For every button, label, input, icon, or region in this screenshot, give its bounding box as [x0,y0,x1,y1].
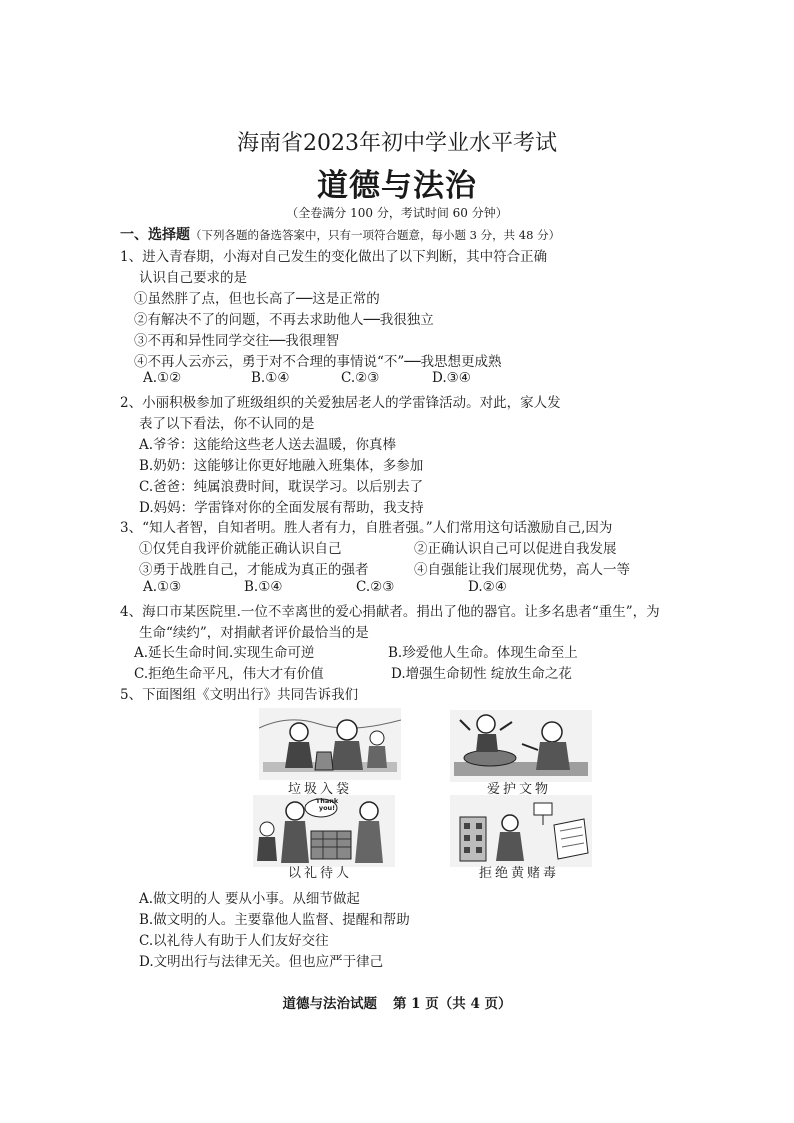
q3-stem-line1: 3、“知人者智，自知者明。胜人者有力，自胜者强。”人们常用这句话激励自己,因为 [120,520,613,536]
cartoon-reject-vice [450,795,592,867]
q4-option-d: D.增强生命韧性 绽放生命之花 [391,666,572,682]
q5-option-a: A.做文明的人 要从小事。从细节做起 [139,891,360,907]
footer-page-number: 第 1 页（共 4 页） [392,996,512,1012]
caption-courtesy: 以礼待人 [287,866,352,881]
caption-litter-bag: 垃圾入袋 [287,782,352,797]
section-title: 一、选择题 [120,227,190,243]
q2-option-c: C.爸爸：纯属浪费时间，耽误学习。以后别去了 [139,479,424,495]
q2-stem-line1: 2、小丽积极参加了班级组织的关爱独居老人的学雷锋活动。对此，家人发 [120,395,561,411]
caption-protect-relics: 爱护文物 [486,782,551,797]
q2-stem-line2: 表了以下看法，你不认同的是 [139,416,315,432]
q5-stem-line1: 5、下面图组《文明出行》共同告诉我们 [120,687,359,703]
section-heading [120,224,560,244]
q1-stem-line2: 认识自己要求的是 [139,270,247,286]
cartoon-protect-relics [450,710,592,782]
cartoon-litter-bag [259,708,401,780]
footer-subject: 道德与法治试题 [282,996,377,1012]
q5-option-c: C.以礼待人有助于人们友好交往 [139,933,329,949]
q3-option-c: C.②③ [356,579,395,595]
q4-option-c: C.拒绝生命平凡，伟大才有价值 [134,666,324,682]
exam-note: （全卷满分 100 分，考试时间 60 分钟） [286,206,508,220]
thank-you-bubble: Thank you! [315,797,339,812]
q2-option-b: B.奶奶：这能够让你更好地融入班集体，多参加 [139,458,424,474]
q3-statement-2: ②正确认识自己可以促进自我发展 [414,541,617,557]
q1-option-d: D.③④ [432,370,471,386]
q1-statement-4: ④不再人云亦云，勇于对不合理的事情说“不”──我思想更成熟 [134,354,502,370]
exam-subject: 道德与法治 [317,168,477,204]
q1-stem-line1: 1、进入青春期，小海对自己发生的变化做出了以下判断，其中符合正确 [120,249,548,265]
q1-option-b: B.①④ [251,370,290,386]
q4-option-b: B.珍爱他人生命。体现生命至上 [388,645,578,661]
caption-reject-vice: 拒绝黄赌毒 [478,866,559,881]
q1-statement-3: ③不再和异性同学交往──我很理智 [134,333,340,349]
q3-statement-1: ①仅凭自我评价就能正确认识自己 [139,541,342,557]
q4-option-a: A.延长生命时间.实现生命可逆 [134,645,315,661]
q2-option-a: A.爷爷：这能给这些老人送去温暖，你真棒 [139,437,397,453]
exam-title: 海南省2023年初中学业水平考试 [237,131,557,156]
page-footer [0,992,794,1012]
q3-option-a: A.①③ [143,579,182,595]
q3-statement-3: ③勇于战胜自己，才能成为真正的强者 [139,562,369,578]
q3-statement-4: ④自强能让我们展现优势，高人一等 [414,562,630,578]
q4-stem-line1: 4、海口市某医院里.一位不幸离世的爱心捐献者。捐出了他的器官。让多名患者“重生”，为 [120,604,660,620]
q4-stem-line2: 生命“续约”，对捐献者评价最恰当的是 [139,625,369,641]
q1-statement-1: ①虽然胖了点，但也长高了──这是正常的 [134,291,380,307]
q5-option-d: D.文明出行与法律无关。但也应严于律己 [139,954,384,970]
q2-option-d: D.妈妈：学雷锋对你的全面发展有帮助，我支持 [139,500,424,516]
section-instruction: （下列各题的备选答案中，只有一项符合题意，每小题 3 分，共 48 分） [190,228,561,242]
q5-option-b: B.做文明的人。主要靠他人监督、提醒和帮助 [139,912,410,928]
q3-option-d: D.②④ [468,579,507,595]
q1-statement-2: ②有解决不了的问题，不再去求助他人──我很独立 [134,312,434,328]
q1-option-c: C.②③ [341,370,380,386]
q1-option-a: A.①② [143,370,182,386]
q3-option-b: B.①④ [244,579,283,595]
